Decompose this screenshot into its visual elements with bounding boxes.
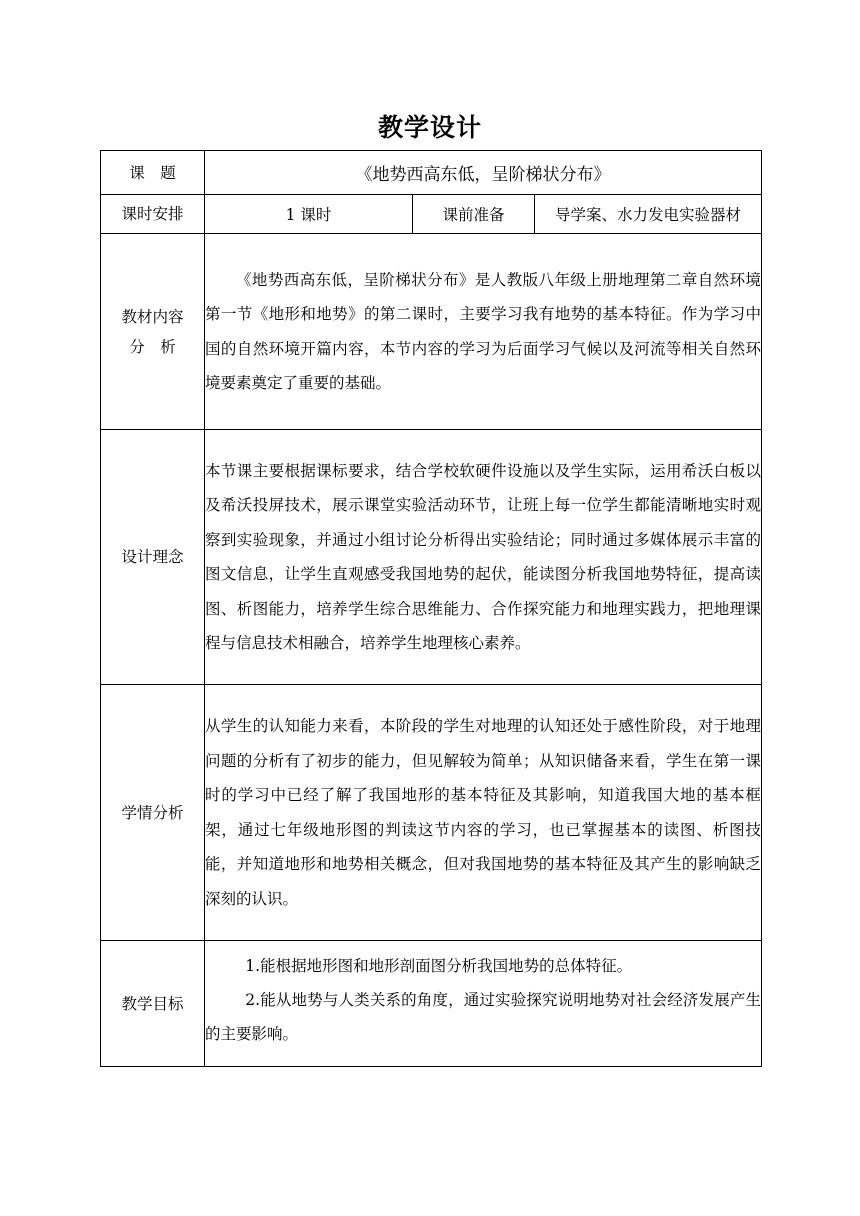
schedule-label: 课时安排 (101, 195, 205, 234)
prep-value: 导学案、水力发电实验器材 (535, 195, 762, 234)
topic-value: 《地势西高东低，呈阶梯状分布》 (205, 151, 762, 195)
objective-item: 1.能根据地形图和地形剖面图分析我国地势的总体特征。 (245, 957, 633, 975)
schedule-row (101, 195, 762, 234)
design-concept-row (101, 430, 762, 685)
design-concept-text-cell (205, 430, 762, 685)
lesson-plan-table (100, 150, 762, 1067)
design-concept-label: 设计理念 (101, 430, 205, 685)
student-analysis-text-cell (205, 685, 762, 941)
topic-row (101, 151, 762, 195)
document-title: 教学设计 (377, 113, 482, 142)
objectives-row (101, 941, 762, 1067)
design-concept-text: 本节课主要根据课标要求，结合学校软硬件设施以及学生实际，运用希沃白板以及希沃投屏技术，展示课堂实验活动环节，让班上每一位学生都能清晰地实时观察到实验现象，并通过小组讨论分析得出实验结论；同时通过多媒体展示丰富的图文信息，让学生直观感受我国地势的起伏，能读图分析我国地势特征，提高读图、析图能力，培养学生综合思维能力、合作探究能力和地理实践力，把地理课程与信息技术相融合，培养学生地理核心素养。 (205, 461, 762, 652)
objectives-label: 教学目标 (101, 941, 205, 1067)
objective-item: 2.能从地势与人类关系的角度，通过实验探究说明地势对社会经济发展产生的主要影响。 (205, 991, 762, 1043)
prep-label: 课前准备 (413, 195, 535, 234)
topic-label: 课 题 (101, 151, 205, 195)
content-analysis-row (101, 234, 762, 430)
content-analysis-label (101, 234, 205, 430)
student-analysis-label: 学情分析 (101, 685, 205, 941)
content-analysis-text-cell (205, 234, 762, 430)
objectives-text-cell (205, 941, 762, 1067)
student-analysis-text: 从学生的认知能力来看，本阶段的学生对地理的认知还处于感性阶段，对于地理问题的分析有了初步的能力，但见解较为简单；从知识储备来看，学生在第一课时的学习中已经了解了我国地形的基本特征及其影响，知道我国大地的基本框架，通过七年级地形图的判读这节内容的学习，也已掌握基本的读图、析图技能，并知道地形和地势相关概念，但对我国地势的基本特征及其产生的影响缺乏深刻的认识。 (205, 717, 762, 908)
content-analysis-label-line2: 分 析 (129, 337, 176, 356)
content-analysis-text: 《地势西高东低，呈阶梯状分布》是人教版八年级上册地理第二章自然环境第一节《地形和地势》的第二课时，主要学习我有地势的基本特征。作为学习中国的自然环境开篇内容，本节内容的学习为后面学习气候以及河流等相关自然环境要素奠定了重要的基础。 (205, 270, 762, 392)
schedule-value: 1 课时 (205, 195, 413, 234)
content-analysis-label-line1: 教材内容 (121, 307, 184, 326)
student-analysis-row (101, 685, 762, 941)
